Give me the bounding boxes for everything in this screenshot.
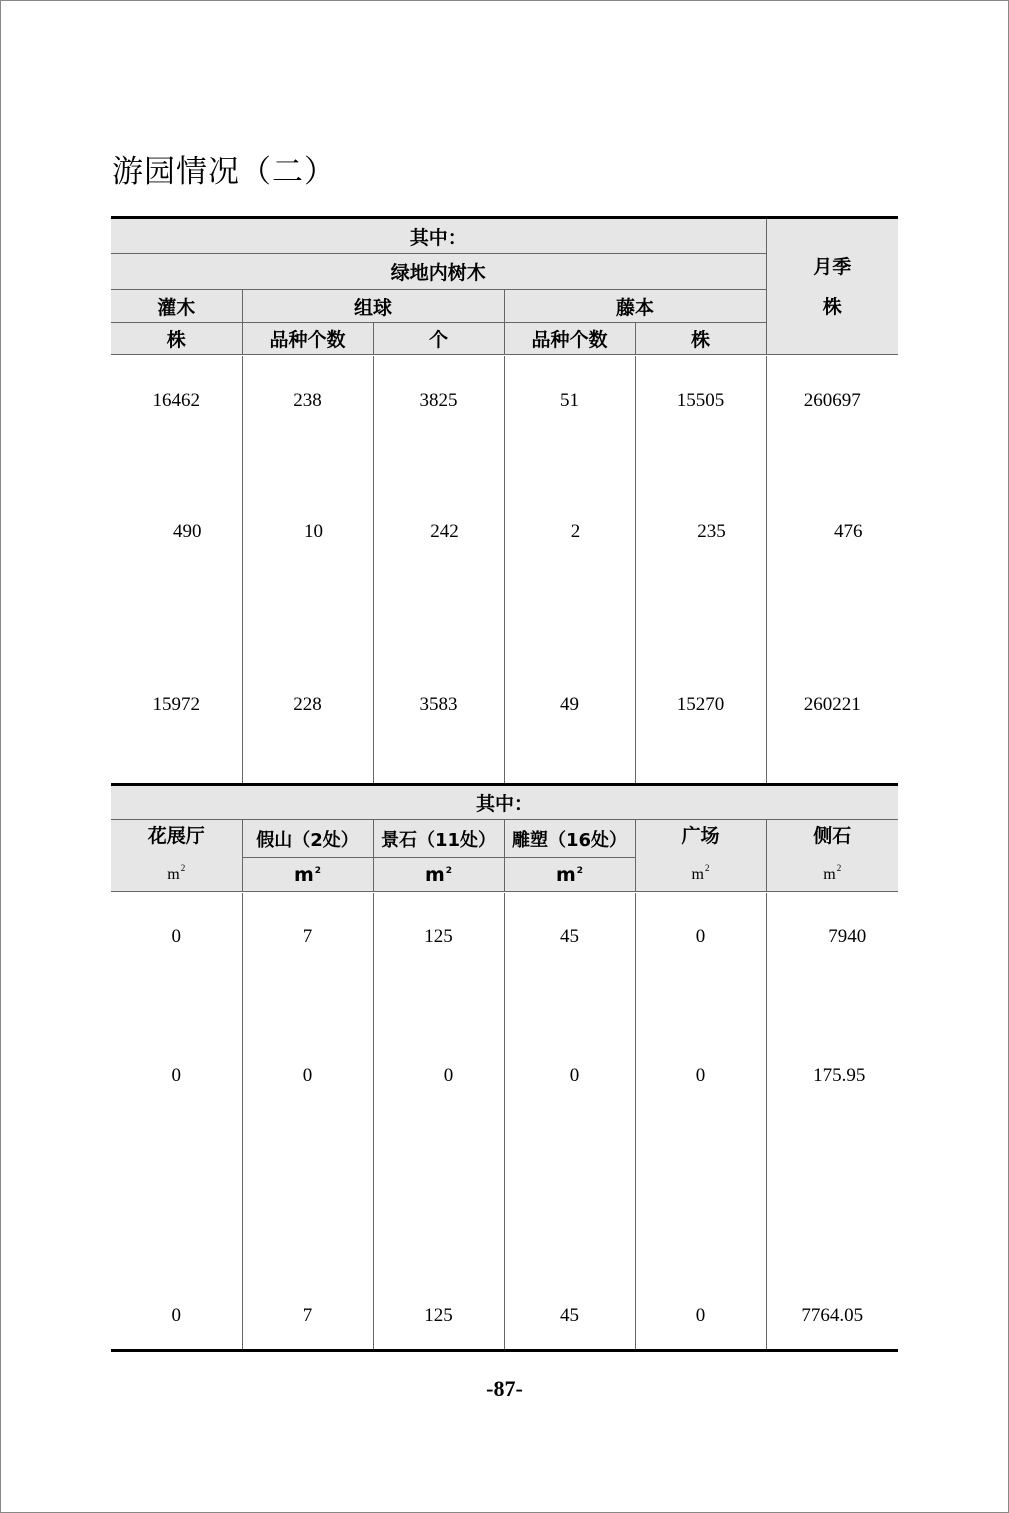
table-row	[111, 893, 898, 981]
col-header-rockery: 假山（2处）	[242, 820, 373, 858]
col-header-vine: 藤本	[504, 290, 766, 323]
cell: 260221	[766, 619, 898, 792]
unit-m2: $m^2$	[242, 858, 373, 892]
cell: 7	[242, 893, 373, 981]
col-header-curb-label: 侧石	[813, 825, 852, 847]
cell: 51	[504, 356, 635, 446]
cell: 0	[635, 1171, 766, 1351]
cell: 235	[635, 446, 766, 619]
cell: 3583	[373, 619, 504, 792]
cell: 0	[171, 1064, 181, 1086]
cell: 15972	[152, 694, 200, 715]
cell: 0	[171, 1305, 181, 1326]
cell: 0	[635, 893, 766, 981]
cell: 10	[242, 446, 373, 619]
unit-m2: $m^2$	[823, 863, 842, 883]
cell: 0	[171, 925, 181, 947]
col-header-group: 组球	[242, 290, 504, 323]
cell: 45	[504, 893, 635, 981]
cell: 49	[504, 619, 635, 792]
cell: 7764.05	[766, 1171, 898, 1351]
col-header-flower-hall	[111, 820, 242, 892]
cell: 0	[635, 981, 766, 1171]
cell: 45	[504, 1171, 635, 1351]
table-row	[111, 356, 898, 446]
page-number: -87-	[486, 1376, 523, 1401]
cell: 7	[242, 1171, 373, 1351]
cell: 3825	[373, 356, 504, 446]
cell: 228	[242, 619, 373, 792]
table-row	[111, 981, 898, 1171]
table1-header-green: 绿地内树木	[111, 254, 766, 290]
unit-vine-variety: 品种个数	[504, 323, 635, 355]
cell: 260697	[766, 356, 898, 446]
table2-header-top: 其中：	[111, 785, 898, 820]
col-header-rose-unit: 株	[822, 295, 842, 318]
table1-header-top: 其中：	[111, 218, 766, 254]
cell: 0	[242, 981, 373, 1171]
cell: 0	[373, 981, 504, 1171]
col-header-square	[635, 820, 766, 892]
col-header-rose-label: 月季	[813, 255, 852, 278]
col-header-curb	[766, 820, 898, 892]
cell: 15270	[635, 619, 766, 792]
table-row	[111, 446, 898, 619]
cell: 2	[504, 446, 635, 619]
col-header-shrub: 灌木	[111, 290, 242, 323]
page-title: 游园情况（二）	[112, 154, 336, 190]
unit-shrub: 株	[111, 323, 242, 355]
unit-m2: $m^2$	[167, 863, 186, 883]
facilities-table	[111, 783, 898, 1352]
unit-m2: $m^2$	[373, 858, 504, 892]
cell: 125	[373, 893, 504, 981]
cell: 125	[373, 1171, 504, 1351]
cell: 15505	[635, 356, 766, 446]
unit-vine-count: 株	[635, 323, 766, 355]
unit-m2: $m^2$	[504, 858, 635, 892]
trees-table	[111, 216, 898, 792]
cell: 0	[504, 981, 635, 1171]
unit-group-variety: 品种个数	[242, 323, 373, 355]
cell: 175.95	[766, 981, 898, 1171]
col-header-square-label: 广场	[681, 825, 720, 847]
col-header-sculpture: 雕塑（16处）	[504, 820, 635, 858]
cell: 490	[173, 521, 202, 542]
unit-group-count: 个	[373, 323, 504, 355]
cell: 7940	[766, 893, 898, 981]
cell: 476	[766, 446, 898, 619]
cell: 238	[242, 356, 373, 446]
table-row	[111, 1171, 898, 1351]
col-header-stone: 景石（11处）	[373, 820, 504, 858]
cell: 242	[373, 446, 504, 619]
table-row	[111, 619, 898, 792]
col-header-flower-hall-label: 花展厅	[147, 825, 205, 847]
cell: 16462	[152, 389, 200, 411]
unit-m2: $m^2$	[691, 863, 710, 883]
col-header-rose	[766, 218, 898, 355]
